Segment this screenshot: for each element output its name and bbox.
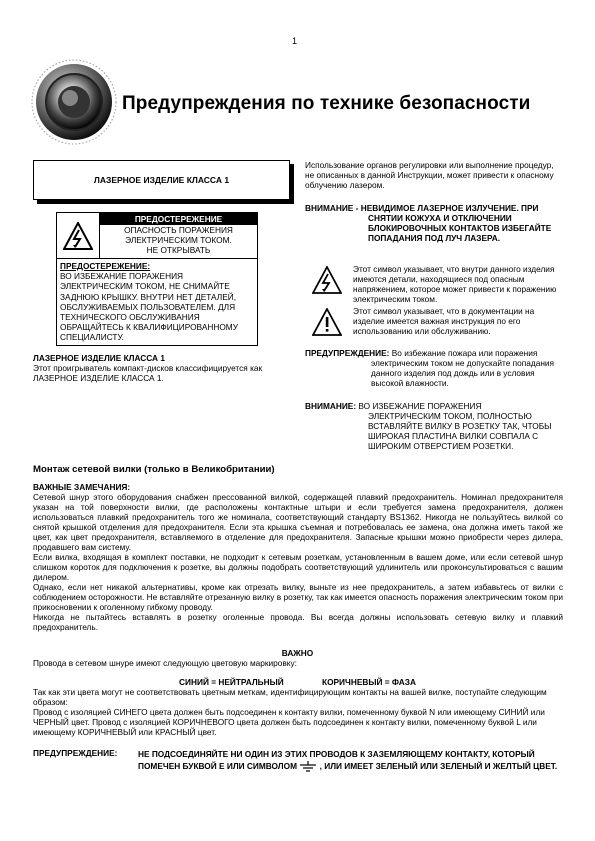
symbol2-text: Этот символ указывает, что в документации на изделие имеется важная инструкция по его использованию или обслуживанию. <box>353 306 535 336</box>
plug-paragraph-4: Никогда не пытайтесь вставлять в розетку оголенные провода. Вы всегда должны использовать сетевую вилку и плавкий предохранитель. <box>33 612 563 632</box>
laser-section-heading: ЛАЗЕРНОЕ ИЗДЕЛИЕ КЛАССА 1 <box>33 353 165 363</box>
lightning-warning-icon <box>63 222 93 250</box>
attention-label: ВНИМАНИЕ - <box>305 203 359 213</box>
ground-symbol-icon <box>299 761 317 772</box>
plug-notes-body <box>33 492 563 632</box>
wiring-details: Провод с изоляцией СИНЕГО цвета должен быть подсоединен к контакту вилки, помеченному буквой N или имеющему СИНИЙ или ЧЕРНЫЙ цвет. Провод с изоляцией КОРИЧНЕВОГО цвета должен быть подсоединен к контакту вилки, помеченному буквой L или имеющему КОРИЧНЕВЫЙ или КРАСНЫЙ цвет. <box>33 707 545 737</box>
notes-heading: ВАЖНЫЕ ЗАМЕЧАНИЯ: <box>33 482 131 492</box>
plug-heading: Монтаж сетевой вилки (только в Великобритании) <box>33 464 275 475</box>
laser-section-text: Этот проигрыватель компакт-дисков классифицируется как ЛАЗЕРНОЕ ИЗДЕЛИЕ КЛАССА 1. <box>33 363 263 383</box>
caution-line2: ЭЛЕКТРИЧЕСКИМ ТОКОМ. <box>125 235 232 245</box>
plug-paragraph-2: Если вилка, входящая в комплект поставки, не подходит к сетевым розеткам, установленным в вашем доме, или если сетевой шнур слишком короток для подключения к розетке, вы должны подобрать соответствующий удлинитель или проконсультироваться с вашим дилером. <box>33 552 563 582</box>
final-warning <box>33 748 563 772</box>
final-warning-label: ПРЕДУПРЕЖДЕНИЕ: <box>33 748 118 758</box>
wires-text: Провода в сетевом шнуре имеют следующую цветовую маркировку: <box>33 658 297 668</box>
attention-first: НЕВИДИМОЕ ЛАЗЕРНОЕ ИЗЛУЧЕНИЕ. ПРИ <box>360 203 539 213</box>
final-warning-text-a: НЕ ПОДСОЕДИНЯЙТЕ НИ ОДИН ИЗ ЭТИХ ПРОВОДОВ К ЗАЗЕМЛЯЮЩЕМУ КОНТАКТУ, КОТОРЫЙ ПОМЕЧЕН БУКВОЙ Е ИЛИ СИМВОЛОМ <box>138 749 535 771</box>
caution-line1: ОПАСНОСТЬ ПОРАЖЕНИЯ <box>124 225 233 235</box>
warning-first: Во избежание пожара или поражения <box>391 348 538 358</box>
exclamation-symbol-icon <box>312 308 342 336</box>
plug-caution-block <box>305 401 565 451</box>
symbol1-text: Этот символ указывает, что внутри данного изделия имеются детали, находящиеся под опасным напряжением, которое может привести к поражению электрическим током. <box>353 264 557 304</box>
caution2-rest: ЭЛЕКТРИЧЕСКИМ ТОКОМ, ПОЛНОСТЬЮ ВСТАВЛЯЙТЕ ВИЛКУ В РОЗЕТКУ ТАК, ЧТОБЫ ШИРОКАЯ ПЛАСТИНА ВИЛКИ СОВПАЛА С ШИРОКИМ ОТВЕРСТИЕМ РОЗЕТКИ. <box>368 411 552 451</box>
warning-rest: электрическим током не допускайте попадания данного изделия под дождь или в условия высокой влажности. <box>371 358 555 388</box>
wire-colors <box>0 677 595 687</box>
attention-rest: СНЯТИИ КОЖУХА И ОТКЛЮЧЕНИИ БЛОКИРОВОЧНЫХ КОНТАКТОВ ИЗБЕГАЙТЕ ПОПАДАНИЯ ПОД ЛУЧ ЛАЗЕРА. <box>368 213 552 243</box>
final-warning-text-b: , ИЛИ ИМЕЕТ ЗЕЛЕНЫЙ ИЛИ ЗЕЛЕНЫЙ И ЖЕЛТЫЙ ЦВЕТ. <box>319 761 558 771</box>
laser-product-box: ЛАЗЕРНОЕ ИЗДЕЛИЕ КЛАССА 1 <box>33 160 290 200</box>
page-number: 1 <box>292 36 298 46</box>
caution-label-box <box>56 212 258 346</box>
important-heading: ВАЖНО <box>281 648 314 658</box>
plug-paragraph-1: Сетевой шнур этого оборудования снабжен прессованной вилкой, содержащей плавкий предохранитель. Номинал предохранителя указан на той поверхности вилки, где расположены контактные штыри и если требуется замена предохранителя, должен использоваться плавкий предохранитель того же номинала, соответствующий стандарту BS1362. Никогда не пользуйтесь вилкой со снятой крышкой отделения для предохранителя. Если эта крышка съемная и потребовалась ее замена, она должна иметь такой же цвет, как цвет предохранителя, вставляемого в отделение для предохранителя. Запасные крышки можно приобрести через дилера, продавшего вам систему. <box>33 492 563 552</box>
wiring-intro: Так как эти цвета могут не соответствовать цветным меткам, идентифицирующим контакты на вашей вилке, поступайте следующим образом: <box>33 687 547 707</box>
warning-label: ПРЕДУПРЕЖДЕНИЕ: <box>305 348 390 358</box>
wiring-instructions <box>33 687 563 737</box>
brown-wire-label: КОРИЧНЕВЫЙ = ФАЗА <box>322 677 416 687</box>
caution-body: ВО ИЗБЕЖАНИЕ ПОРАЖЕНИЯ ЭЛЕКТРИЧЕСКИМ ТОКОМ, НЕ СНИМАЙТЕ ЗАДНЮЮ КРЫШКУ. ВНУТРИ НЕТ ДЕТАЛЕЙ, ОБСЛУЖИВАЕМЫХ ПОЛЬЗОВАТЕЛЕМ. ДЛЯ ТЕХНИЧЕСКОГО ОБСЛУЖИВАНИЯ ОБРАЩАЙТЕСЬ К КВАЛИФИЦИРОВАННОМУ СПЕЦИАЛИСТУ. <box>60 271 238 343</box>
caution-sub-header: ПРЕДОСТЕРЕЖЕНИЕ: <box>60 261 151 271</box>
caution-line3: НЕ ОТКРЫВАТЬ <box>146 245 211 255</box>
attention-block <box>305 203 565 243</box>
caution2-first: ВО ИЗБЕЖАНИЕ ПОРАЖЕНИЯ <box>358 401 482 411</box>
speaker-logo-icon <box>30 58 118 146</box>
plug-paragraph-3: Однако, если нет никакой альтернативы, кроме как отрезать вилку, выньте из нее предохранитель, а затем избавьтесь от вилки с соблюдением осторожности. Не вставляйте отрезанную вилку в розетку, так как имеется опасность поражения электрическим током при прикосновении к оголенному гибкому проводу. <box>33 582 563 612</box>
controls-warning-text: Использование органов регулировки или выполнение процедур, не описанных в данной Инструкции, может привести к опасному облучению лазером. <box>305 160 554 190</box>
laser-section <box>33 353 288 383</box>
page-title: Предупреждения по технике безопасности <box>122 93 531 114</box>
caution-header: ПРЕДОСТЕРЕЖЕНИЕ <box>100 213 257 225</box>
fire-warning-block <box>305 348 565 388</box>
lightning-symbol-icon <box>312 266 342 294</box>
blue-wire-label: СИНИЙ = НЕЙТРАЛЬНЫЙ <box>179 677 284 687</box>
caution2-label: ВНИМАНИЕ: <box>305 401 357 411</box>
